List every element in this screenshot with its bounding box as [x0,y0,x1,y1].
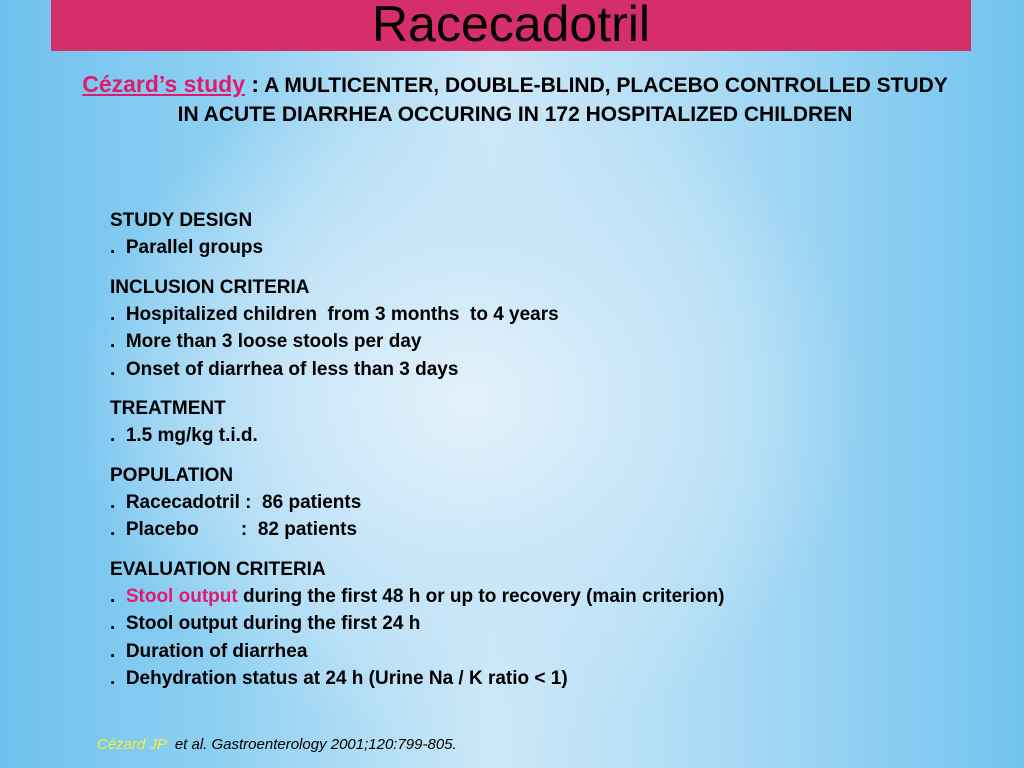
study-name-link[interactable]: Cézard’s study [82,71,245,97]
list-item [110,583,970,611]
citation-reference: et al. Gastroenterology 2001;120:799-805. [166,736,457,753]
stool-output-highlight: Stool output [125,585,238,607]
list-item: . 1.5 mg/kg t.i.d. [110,425,258,446]
list-item: . Stool output during the first 24 h [110,613,421,634]
section-inclusion-criteria [110,274,970,384]
list-item: . Hospitalized children from 3 months to 4 years [110,303,559,325]
section-heading: POPULATION [110,464,234,486]
list-item: . Placebo : 82 patients [110,519,358,540]
list-item: . More than 3 loose stools per day [110,331,422,352]
section-population [110,462,970,544]
section-heading: STUDY DESIGN [110,210,253,231]
title-band [51,0,971,51]
citation [97,736,457,753]
section-evaluation-criteria [110,556,970,693]
list-item: . Dehydration status at 24 h (Urine Na / K ratio < 1) [110,668,568,689]
study-description: A MULTICENTER, DOUBLE-BLIND, PLACEBO CONTROLLED STUDY IN ACUTE DIARRHEA OCCURING IN 172 HOSPITALIZED CHILDREN [177,74,948,126]
list-item: . Parallel groups [110,237,264,258]
section-heading: TREATMENT [110,398,226,419]
section-heading: EVALUATION CRITERIA [110,558,326,580]
subtitle-colon: : [245,71,260,97]
list-item: . Onset of diarrhea of less than 3 days [110,358,459,380]
list-item: . Racecadotril : 86 patients [110,491,362,513]
slide-title: Racecadotril [372,0,650,52]
section-heading: INCLUSION CRITERIA [110,276,310,298]
item-text: during the first 48 h or up to recovery (main criterion) [237,585,725,607]
slide-subtitle [70,70,960,129]
list-item: . Duration of diarrhea [110,640,308,662]
citation-author: Cézard JP [97,736,167,753]
section-treatment [110,395,970,450]
slide-content [110,207,970,705]
section-study-design [110,207,970,262]
item-prefix: . [110,585,126,607]
